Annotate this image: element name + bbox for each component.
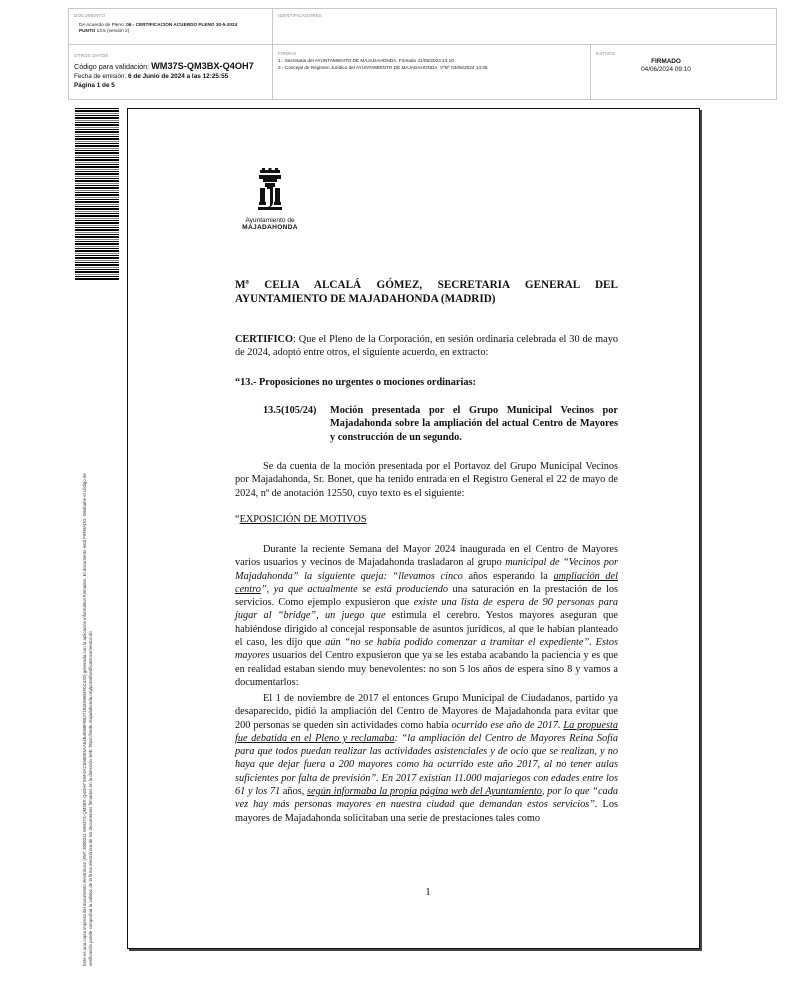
- identificadores-cell: [273, 9, 776, 45]
- motivos-paragraph-2: El 1 de noviembre de 2017 el entonces Grupo Municipal de Ciudadanos, partido ya desaparecido, pidió la ampliación del Centro de Mayores de Majadahonda para evitar que 200 personas se queden sin actividades como había ocurrido ese año de 2017. La propuesta fue debatida en el Pleno y reclamaba: “la ampliación del Centro de Mayores Reina Sofía para que todos puedan realizar las actividades asistenciales y de ocio que se realizan, y no haya que dejar fuera a 200 mayores como ha ocurrido este año 2017, al no tener aulas suficientes por falta de previsión”. En 2017 existían 11.000 majariegos con edades entre los 61 y los 71 años, según informaba la propia página web del Ayuntamiento, por lo que “cada vez hay más personas mayores en nuestra ciudad que demandan estos servicios”. Los mayores de Majadahonda solicitaban una serie de prestaciones tales como: [235, 693, 619, 824]
- estado-date: 04/06/2024 09:10: [641, 66, 691, 73]
- firmas-label: FIRMAS: [278, 51, 297, 56]
- estado-cell: [591, 45, 776, 99]
- logo-line1: Ayuntamiento de: [245, 217, 295, 224]
- section-title: “13.- Proposiciones no urgentes o mociones ordinarias:: [235, 377, 476, 388]
- intro-paragraph: Se da cuenta de la moción presentada por el Portavoz del Grupo Municipal Vecinos por Majadahonda, Sr. Bonet, que ha tenido entrada en el Registro General el 22 de mayo de 2024, nº de anotación 12550, cuyo texto es el siguiente:: [235, 461, 618, 499]
- firmas-cell: [273, 45, 591, 99]
- item-number: 13.5(105/24): [263, 405, 317, 416]
- verification-side-text: [82, 473, 93, 966]
- otros-datos-label: OTROS DATOS: [74, 53, 109, 58]
- documento-label: DOCUMENTO: [74, 13, 106, 18]
- municipal-logo: [232, 168, 308, 231]
- logo-line2: MAJADAHONDA: [242, 224, 298, 231]
- page-number: 1: [425, 886, 431, 898]
- barcode: [75, 108, 119, 280]
- header-table: [68, 8, 777, 100]
- exposicion-title: “EXPOSICIÓN DE MOTIVOS: [235, 514, 367, 525]
- certifico-label: CERTIFICO: [235, 334, 293, 345]
- side-text-line1: Este es una copia impresa del documento electrónico (Ref: 3080311 WM37S-QM3BX-Q4OH7 E6F4AC5950E5AA54B4EB8FB5271B2D86B4F0C432) generada con la aplicación informática Firmadoc. El documento está FIRMADO. Mediante el código de: [82, 473, 87, 966]
- fecha-emision: Fecha de emisión: 6 de Junio de 2024 a las 12:25:55: [74, 73, 229, 80]
- estado-label: ESTADO: [596, 51, 616, 56]
- documento-line2: PUNTO 13.5 (versión 2): [79, 28, 130, 33]
- estado-value: FIRMADO: [651, 58, 681, 65]
- otros-datos-cell: [69, 45, 273, 99]
- coat-of-arms-icon: [255, 168, 285, 214]
- documento-line1: DA Acuerdo de Pleno: 06.- CERTIFICACION ACUERDO PLENO 30-5-2024: [79, 22, 238, 27]
- item-title: Moción presentada por el Grupo Municipal Vecinos por Majadahonda sobre la ampliación del actual Centro de Mayores y construcción de un segundo.: [330, 405, 618, 443]
- identificadores-label: IDENTIFICADORES: [278, 13, 323, 18]
- firma-2: 2.- Concejal de Régimen Jurídico del AYUNTAMIENTO DE MAJADAHONDA. VºBº 03/06/2024 14:35: [278, 65, 488, 70]
- codigo-validacion: Código para validación: WM37S-QM3BX-Q4OH7: [74, 61, 254, 71]
- pagina-info: Página 1 de 5: [74, 82, 115, 89]
- certifico-paragraph: CERTIFICO: Que el Pleno de la Corporación, en sesión ordinaria celebrada el 30 de mayo de 2024, adoptó entre otros, el siguiente acuerdo, en extracto:: [235, 334, 618, 359]
- document-heading: Mª CELIA ALCALÁ GÓMEZ, SECRETARIA GENERAL DEL AYUNTAMIENTO DE MAJADAHONDA (MADRID): [235, 279, 618, 305]
- documento-cell: [69, 9, 273, 45]
- motivos-paragraph-1: Durante la reciente Semana del Mayor 2024 inaugurada en el Centro de Mayores varios usuarios y vecinos de Majadahonda trasladaron al grupo municipal de “Vecinos por Majadahonda” la siguiente queja: “llevamos cinco años esperando la ampliación del centro”, ya que actualmente se está produciendo una saturación en la prestación de los servicios. Como ejemplo expusieron que existe una lista de espera de 90 personas para jugar al “bridge”, un juego que estimula el cerebro. Yestos mayores aseguran que habiéndose dirigido al concejal responsable de asuntos jurídicos, al que le habían planteado el caso, les dijo que aún “no se había podido comenzar a tramitar el expediente”. Estos mayores usuarios del Centro expusieron que ya se les estaba acabando la paciencia y es que en realidad estaban siendo muy benevolentes: no son 5 los años de espera sino 8 y vamos a documentarlos:: [235, 544, 618, 688]
- codigo-value: WM37S-QM3BX-Q4OH7: [151, 61, 254, 71]
- firma-1: 1.- Secretaria del AYUNTAMIENTO DE MAJADAHONDA. Firmado 31/05/2024 13:10: [278, 58, 454, 63]
- side-text-line2: verificación puede comprobar la validez de la firma electrónica de los documentos firmados en la dirección web: https://sede.majadahonda.org/portal/verificaDocumentos.do: [87, 631, 93, 966]
